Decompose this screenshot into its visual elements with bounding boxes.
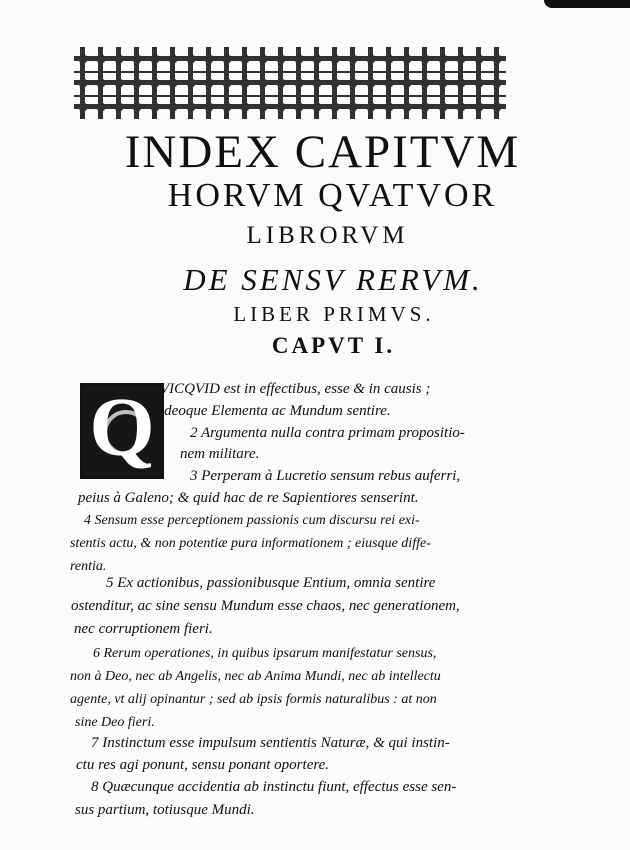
index-line-7: 4 Sensum esse perceptionem passionis cum discursu rei exi-	[84, 513, 420, 528]
index-line-1: VICQVID est in effectibus, esse & in causis ;	[160, 381, 431, 397]
index-line-3: 2 Argumenta nulla contra primam propositio-	[190, 425, 465, 441]
liber-primus-title: LIBER PRIMVS.	[233, 302, 435, 326]
index-line-18: ctu res agi ponunt, sensu ponant oportere.	[76, 757, 330, 773]
index-line-5: 3 Perperam à Lucretio sensum rebus auferri,	[190, 468, 461, 484]
index-line-12: nec corruptionem fieri.	[74, 621, 213, 637]
index-line-15: agente, vt alij opinantur ; sed ab ipsis formis naturalibus : at non	[70, 692, 437, 707]
corner-mark-icon	[544, 0, 630, 8]
index-line-16: sine Deo fieri.	[75, 715, 155, 730]
index-line-8: stentis actu, & non potentiæ pura informationem ; eiusque diffe-	[70, 536, 431, 551]
chapter-title: CAPVT I.	[271, 333, 396, 358]
index-line-4: nem militare.	[180, 446, 260, 462]
de-sensu-rerum-title: DE SENSV RERVM.	[183, 262, 483, 297]
index-line-19: 8 Quæcunque accidentia ab instinctu fiunt, effectus esse sen-	[91, 779, 457, 795]
dropcap-q-icon: Q	[80, 383, 164, 479]
floral-ornament-icon	[74, 47, 506, 119]
index-line-17: 7 Instinctum esse impulsum sentientis Naturæ, & qui instin-	[91, 735, 450, 751]
index-line-10: 5 Ex actionibus, passionibusque Entium, omnia sentire	[106, 575, 436, 591]
librorum-title: LIBRORVM	[246, 222, 409, 249]
index-line-6: peius à Galeno; & quid hac de re Sapientiores senserint.	[78, 490, 419, 506]
index-line-9: rentia.	[70, 559, 107, 574]
index-line-11: ostenditur, ac sine sensu Mundum esse chaos, nec generationem,	[71, 598, 460, 614]
index-subtitle: HORVM QVATVOR	[167, 177, 498, 214]
index-line-20: sus partium, totiusque Mundi.	[75, 802, 255, 818]
index-title: INDEX CAPITVM	[124, 126, 521, 178]
index-line-2: ideoque Elementa ac Mundum sentire.	[160, 403, 391, 419]
index-line-14: non à Deo, nec ab Angelis, nec ab Anima Mundi, nec ab intellectu	[70, 669, 441, 684]
index-line-13: 6 Rerum operationes, in quibus ipsarum manifestatur sensus,	[93, 646, 437, 661]
